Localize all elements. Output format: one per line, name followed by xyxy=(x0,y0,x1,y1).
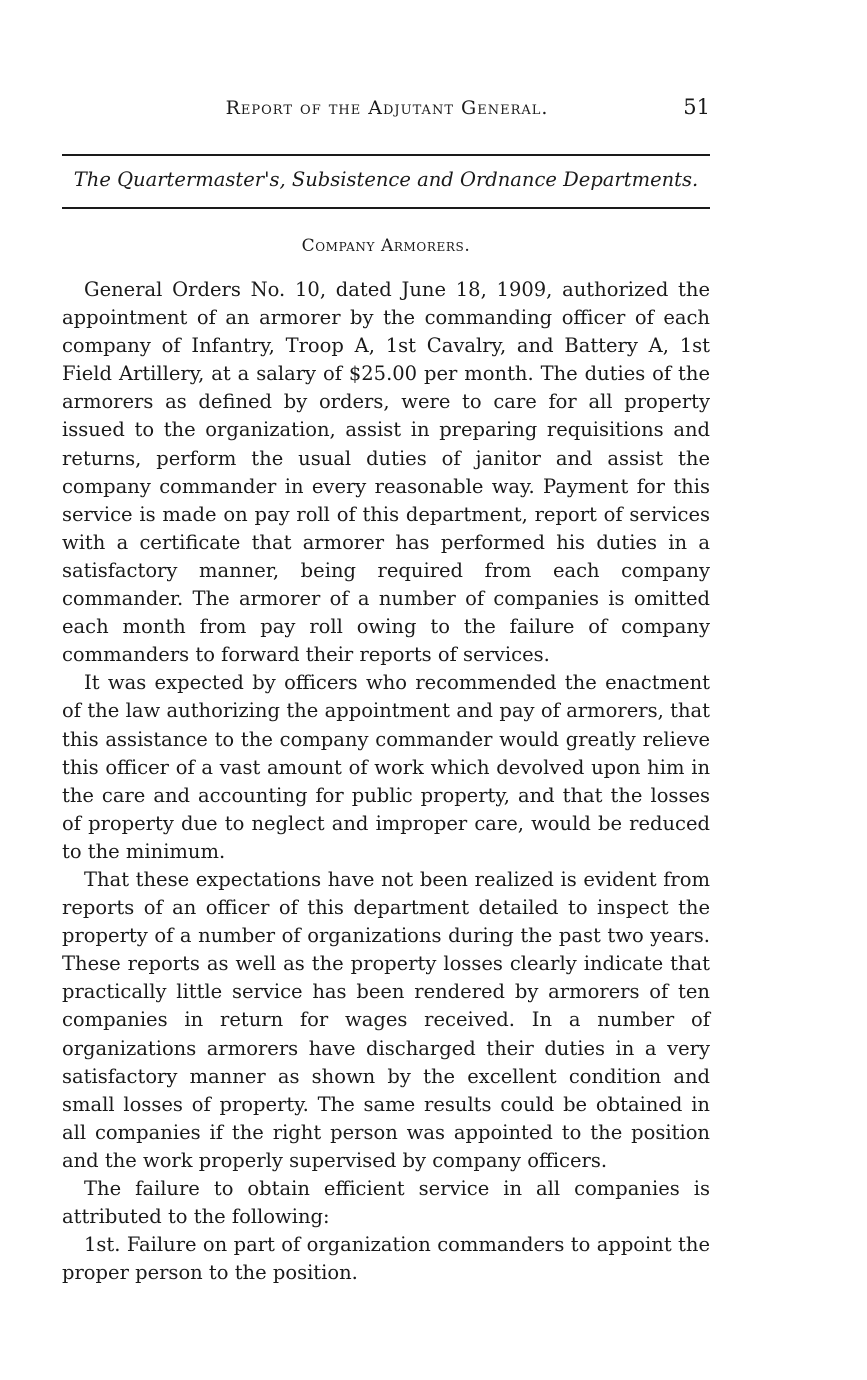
subheading: Company Armorers. xyxy=(301,236,471,256)
paragraph: 1st. Failure on part of organization commanders to appoint the proper person to the position. xyxy=(62,1233,710,1285)
paragraph: That these expectations have not been realized is evident from reports of an officer of this department detailed to inspect the property of a number of organizations during the past two years. These reports as well as the property losses clearly indicate that practically little service has been rendered by armorers of ten companies in return for wages received. In a number of organizations armorers have discharged their duties in a very satisfactory manner as shown by the excellent condition and small losses of property. The same results could be obtained in all companies if the right person was appointed to the position and the work properly supervised by company officers. xyxy=(62,867,710,1172)
paragraph: It was expected by officers who recommended the enactment of the law authorizing the appointment and pay of armorers, that this assistance to the company commander would greatly relieve this officer of a vast amount of work which devolved upon him in the care and accounting for public property, and that the losses of property due to neglect and improper care, would be reduced to the minimum. xyxy=(62,671,710,863)
paragraph: General Orders No. 10, dated June 18, 1909, authorized the appointment of an armorer by the commanding officer of each company of Infantry, Troop A, 1st Cavalry, and Battery A, 1st Field Artillery, at a salary of $25.00 per month. The duties of the armorers as defined by orders, were to care for all property issued to the organization, assist in preparing requisitions and returns, perform the usual duties of janitor and assist the company commander in every reasonable way. Payment for this service is made on pay roll of this department, report of services with a certificate that armorer has performed his duties in a satisfactory manner, being required from each company commander. The armorer of a number of companies is omitted each month from pay roll owing to the failure of company commanders to forward their reports of services. xyxy=(62,278,710,667)
paragraph: The failure to obtain efficient service in all companies is attributed to the following: xyxy=(62,1177,710,1229)
body-text xyxy=(62,276,710,1287)
page-header xyxy=(62,97,712,127)
running-title: Report of the Adjutant General. xyxy=(225,97,549,119)
section-heading: The Quartermaster's, Subsistence and Ordnance Departments. xyxy=(73,168,699,191)
header-rule-top xyxy=(62,154,710,156)
page-number: 51 xyxy=(683,95,710,119)
header-rule-bottom xyxy=(62,207,710,209)
